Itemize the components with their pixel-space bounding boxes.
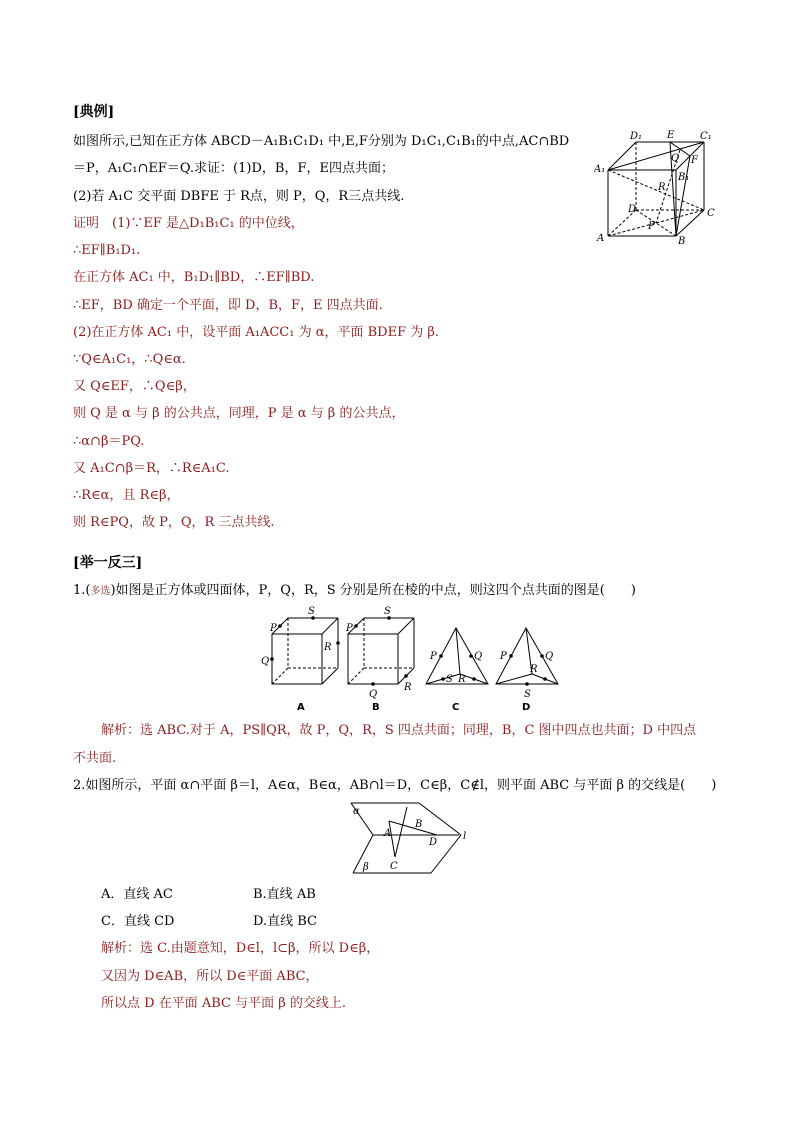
label-p: P xyxy=(648,221,655,232)
proof-line-4: ∴EF，BD 确定一个平面，即 D，B，F，E 四点共面. xyxy=(73,298,383,313)
label-beta: β xyxy=(363,862,369,873)
q1-figure-b xyxy=(348,618,414,684)
proof-line-8: 则 Q 是 α 与 β 的公共点，同理，P 是 α 与 β 的公共点， xyxy=(73,406,405,421)
svg-text:S: S xyxy=(524,689,531,700)
label-b: B xyxy=(415,819,423,830)
proof-line-7: 又 Q∈EF，∴Q∈β， xyxy=(73,379,196,394)
caption-c: C xyxy=(452,702,460,713)
q2-solution-line-3: 所以点 D 在平面 ABC 与平面 β 的交线上. xyxy=(101,996,346,1011)
svg-text:P: P xyxy=(270,623,277,634)
svg-text:Q: Q xyxy=(261,656,270,667)
label-c: C xyxy=(390,861,398,872)
caption-a: A xyxy=(297,702,305,713)
svg-text:Q: Q xyxy=(369,689,378,700)
label-d: D xyxy=(429,837,438,848)
proof-line-11: ∴R∈α，且 R∈β， xyxy=(73,488,180,503)
q1-solution-line-1: 解析：选 ABC.对于 A，PS∥QR，故 P，Q，R，S 四点共面；同理，B，C 图中四点也共面；D 中四点 xyxy=(101,723,697,738)
proof-line-2: ∴EF∥B₁D₁. xyxy=(73,243,141,258)
svg-text:Q: Q xyxy=(545,651,554,662)
label-q: Q xyxy=(671,153,680,164)
label-c1: C₁ xyxy=(700,131,712,142)
svg-text:R: R xyxy=(324,642,332,653)
proof-line-12: 则 R∈PQ，故 P，Q，R 三点共线. xyxy=(73,515,275,530)
label-b1: B₁ xyxy=(678,172,690,183)
problem-line-1: 如图所示,已知在正方体 ABCD－A₁B₁C₁D₁ 中,E,F分别为 D₁C₁,C₁B₁的中点,AC∩BD xyxy=(73,134,570,149)
label-r: R xyxy=(658,182,666,193)
svg-text:S: S xyxy=(384,606,391,617)
q1-stem: 1.(多选)如图是正方体或四面体，P，Q，R，S 分别是所在棱的中点，则这四个点共面的图是( ) xyxy=(73,583,636,598)
caption-b: B xyxy=(372,702,380,713)
label-a: A xyxy=(384,828,392,839)
proof-line-10: 又 A₁C∩β＝R，∴R∈A₁C. xyxy=(73,461,230,476)
label-a: A xyxy=(597,233,605,244)
svg-text:P: P xyxy=(500,651,507,662)
problem-line-3: (2)若 A₁C 交平面 DBFE 于 R点，则 P，Q，R三点共线. xyxy=(73,189,405,204)
problem-line-2: ＝P，A₁C₁∩EF＝Q.求证：(1)D，B，F，E四点共面； xyxy=(73,161,394,176)
q2-option-b: B.直线 AB xyxy=(253,887,316,902)
label-e: E xyxy=(667,130,675,141)
q1-figures xyxy=(258,604,568,716)
q2-option-c: C．直线 CD xyxy=(101,914,175,929)
example-heading: [典例] xyxy=(73,104,115,120)
proof-line-9: ∴α∩β＝PQ. xyxy=(73,434,145,449)
proof-line-1: 证明 (1)∵EF 是△D₁B₁C₁ 的中位线， xyxy=(73,216,304,231)
svg-text:R: R xyxy=(458,674,466,685)
svg-text:S: S xyxy=(308,606,315,617)
svg-text:Q: Q xyxy=(474,651,483,662)
q2-option-a: A．直线 AC xyxy=(101,887,173,902)
label-alpha: α xyxy=(353,806,360,817)
svg-text:P: P xyxy=(346,623,353,634)
svg-text:P: P xyxy=(430,651,437,662)
q2-stem: 2.如图所示，平面 α∩平面 β＝l，A∈α，B∈α，AB∩l＝D，C∈β，C∉l，则平面 ABC 与平面 β 的交线是( ) xyxy=(73,778,717,793)
svg-text:S: S xyxy=(446,674,453,685)
q2-option-d: D.直线 BC xyxy=(253,914,317,929)
label-c: C xyxy=(707,208,715,219)
label-b: B xyxy=(678,236,686,247)
svg-text:R: R xyxy=(530,664,538,675)
label-a1: A₁ xyxy=(594,164,606,175)
q2-solution-line-2: 又因为 D∈AB，所以 D∈平面 ABC， xyxy=(101,969,319,984)
practice-heading: [举一反三] xyxy=(73,555,143,571)
svg-text:R: R xyxy=(404,682,412,693)
q1-solution-line-2: 不共面. xyxy=(73,751,117,766)
proof-line-5: (2)在正方体 AC₁ 中，设平面 A₁ACC₁ 为 α，平面 BDEF 为 β. xyxy=(73,325,440,340)
label-d: D xyxy=(628,204,637,215)
label-f: F xyxy=(691,155,698,166)
q2-figure xyxy=(345,799,495,879)
label-l: l xyxy=(463,831,467,842)
example-cube-figure xyxy=(594,128,724,250)
proof-line-3: 在正方体 AC₁ 中，B₁D₁∥BD，∴EF∥BD. xyxy=(73,270,315,285)
q1-tag: 多选 xyxy=(90,586,111,597)
label-d1: D₁ xyxy=(630,131,643,142)
caption-d: D xyxy=(522,702,531,713)
proof-line-6: ∵Q∈A₁C₁，∴Q∈α. xyxy=(73,352,186,367)
q2-solution-line-1: 解析：选 C.由题意知，D∈l，l⊂β，所以 D∈β， xyxy=(101,941,380,956)
